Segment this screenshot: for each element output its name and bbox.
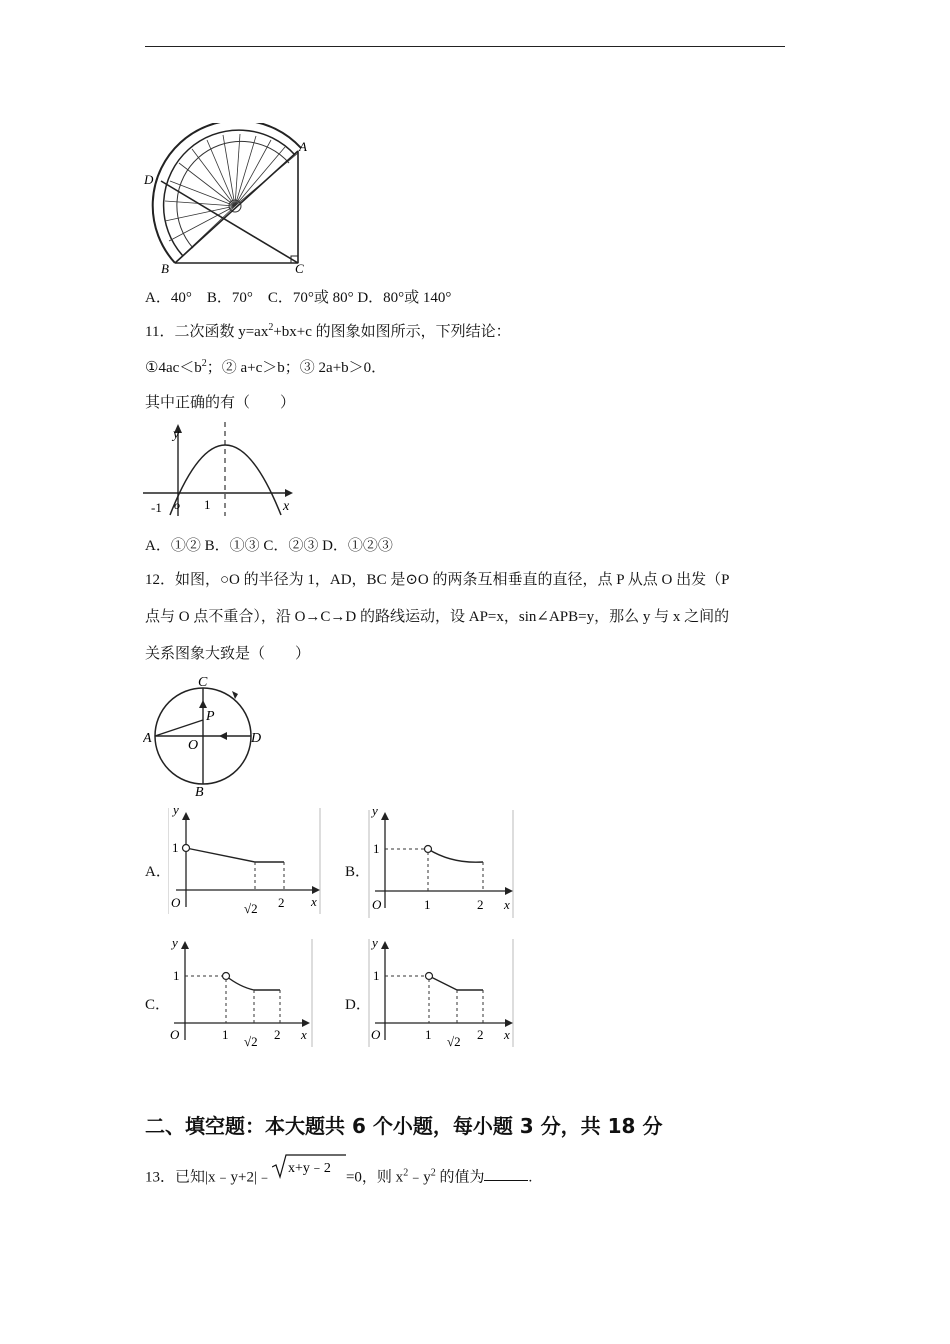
circle-figure xyxy=(143,672,265,797)
q11-stem xyxy=(145,320,511,341)
q12-option-d-label: D． xyxy=(345,997,371,1013)
label-one: 1 xyxy=(373,968,380,983)
label-o: O xyxy=(371,1027,381,1042)
label-sqrt2: √2 xyxy=(244,1034,258,1049)
graph-option-d xyxy=(367,935,517,1050)
q11-cond-b: ；② a+c＞b；③ 2a+b＞0． xyxy=(206,360,387,376)
q10-options: A．40° B．70° C．70°或 80° D．80°或 140° xyxy=(145,290,452,306)
protractor-figure xyxy=(143,123,313,278)
label-o: O xyxy=(170,1027,180,1042)
q13-part-c: ﹣y xyxy=(408,1169,431,1186)
label-sqrt2: √2 xyxy=(244,901,258,916)
label-y: y xyxy=(173,427,180,442)
q13-part-b: =0，则 x xyxy=(345,1169,404,1186)
q11-cond-sup: 2 xyxy=(201,358,207,369)
label-one: 1 xyxy=(204,497,211,512)
label-one: 1 xyxy=(172,840,179,855)
q12-line2: 点与 O 点不重合），沿 O→C→D 的路线运动，设 AP=x，sin∠APB=y，那么 y 与 x 之间的 xyxy=(145,609,730,625)
label-p: P xyxy=(206,709,215,724)
section-title: 二、填空题：本大题共 6 个小题，每小题 3 分，共 18 分 xyxy=(145,1114,663,1138)
label-one: 1 xyxy=(373,841,380,856)
graph-option-c xyxy=(168,935,316,1050)
label-two: 2 xyxy=(477,897,484,912)
label-two: 2 xyxy=(477,1027,484,1042)
label-b: B xyxy=(195,785,204,797)
q13-part-e: . xyxy=(528,1169,533,1186)
q11-options: A．①② B．①③ C．②③ D．①②③ xyxy=(145,538,393,554)
label-origin: o xyxy=(174,498,180,512)
q11-number: 11． xyxy=(145,324,175,340)
label-neg1: -1 xyxy=(151,500,162,515)
q11-stem-b: +bx+c 的图象如图所示，下列结论： xyxy=(273,324,511,340)
q11-stem-sup: 2 xyxy=(268,322,274,333)
header-rule xyxy=(145,46,785,47)
q12-option-c-label: C． xyxy=(145,997,171,1013)
q12-option-b-label: B． xyxy=(345,864,371,880)
label-o: O xyxy=(188,738,199,753)
q13-stem xyxy=(145,1161,533,1191)
label-one-x: 1 xyxy=(424,897,431,912)
label-y: y xyxy=(172,935,178,950)
q12-line3: 关系图象大致是（ ） xyxy=(145,646,311,662)
label-x: x xyxy=(504,897,510,912)
label-d: D xyxy=(251,731,262,746)
label-x: x xyxy=(504,1027,510,1042)
label-c: C xyxy=(295,261,304,276)
q13-sup1: 2 xyxy=(403,1167,409,1179)
label-x: x xyxy=(311,894,317,909)
label-x: x xyxy=(283,499,290,514)
label-y: y xyxy=(372,803,378,818)
q13-part-a: 13．已知|x﹣y+2|﹣ xyxy=(145,1169,272,1186)
label-one: 1 xyxy=(173,968,180,983)
label-two: 2 xyxy=(274,1027,281,1042)
q11-stem-a: 二次函数 y=ax xyxy=(174,324,269,340)
q12-option-a-label: A． xyxy=(145,864,171,880)
label-two: 2 xyxy=(278,895,285,910)
label-sqrt2: √2 xyxy=(447,1034,461,1049)
label-o: O xyxy=(171,895,181,910)
parabola-figure xyxy=(143,420,298,520)
label-a: A xyxy=(299,139,307,154)
q11-cond-a: ①4ac＜b xyxy=(145,360,202,376)
label-y: y xyxy=(173,802,179,817)
label-b: B xyxy=(161,261,169,276)
q11-ask: 其中正确的有（ ） xyxy=(145,395,296,411)
label-o: O xyxy=(372,897,382,912)
label-d: D xyxy=(144,172,154,187)
graph-option-a xyxy=(168,802,323,917)
label-y: y xyxy=(372,935,378,950)
sqrt-radicand: x+y﹣2 xyxy=(287,1161,331,1176)
q13-sup2: 2 xyxy=(430,1167,436,1179)
label-a: A xyxy=(143,731,152,746)
q11-conditions xyxy=(145,356,386,377)
label-x: x xyxy=(301,1027,307,1042)
label-c: C xyxy=(198,675,208,690)
q12-line1: 12．如图，○O 的半径为 1，AD，BC 是⊙O 的两条互相垂直的直径，点 P 从点 O 出发（P xyxy=(145,572,730,588)
label-one-x: 1 xyxy=(425,1027,432,1042)
answer-blank[interactable] xyxy=(484,1168,528,1181)
graph-option-b xyxy=(367,802,517,920)
sqrt-expression xyxy=(272,1153,346,1179)
label-one-x: 1 xyxy=(222,1027,229,1042)
q13-part-d: 的值为 xyxy=(435,1169,485,1186)
